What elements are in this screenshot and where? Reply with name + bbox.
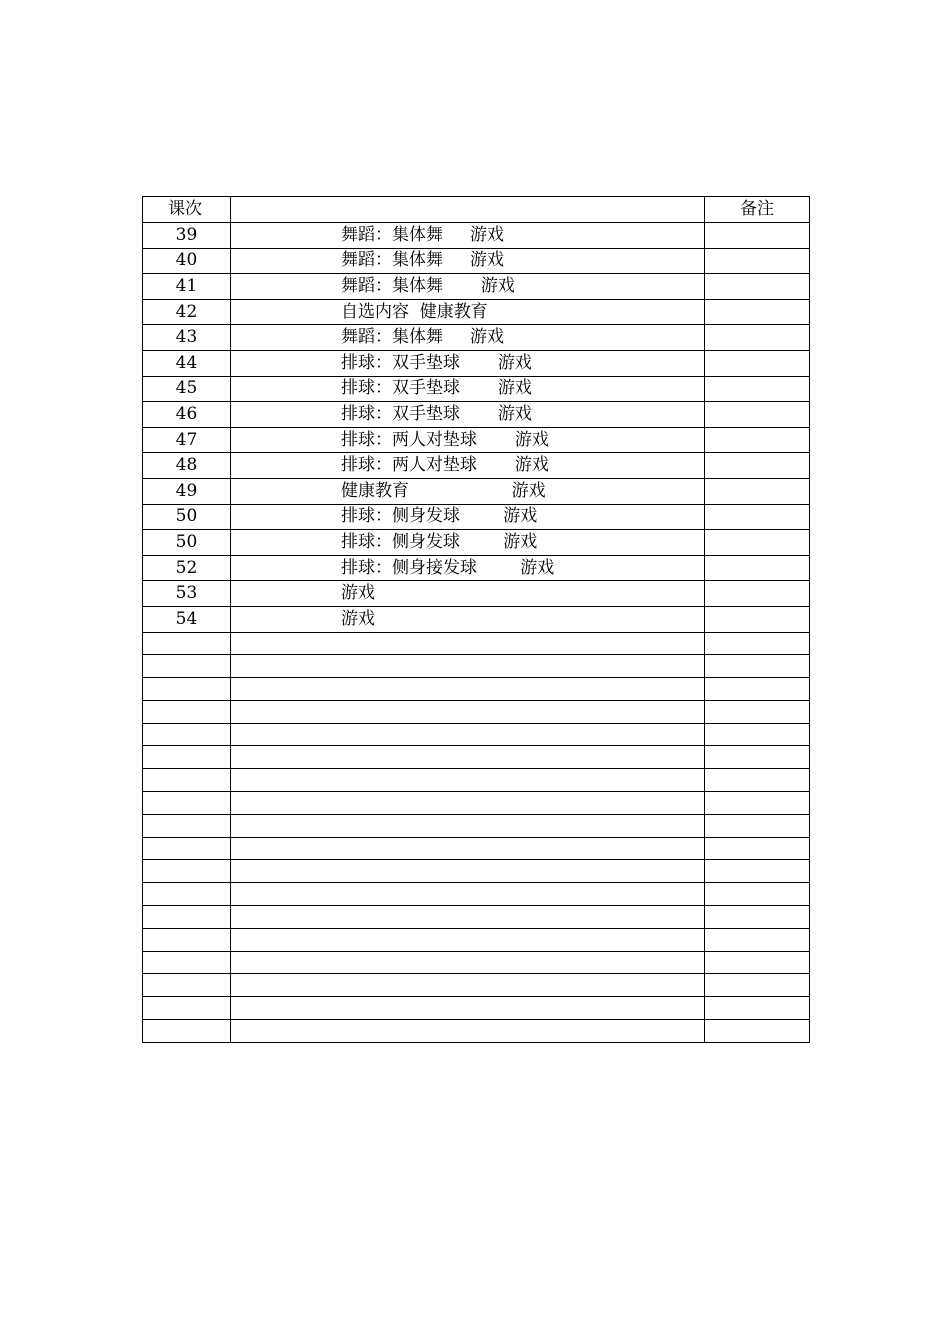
- lesson-number-cell: 46: [143, 402, 231, 428]
- empty-row: [143, 997, 810, 1020]
- note-cell: [705, 453, 810, 479]
- lesson-number-cell: [143, 678, 231, 701]
- lesson-number-cell: 42: [143, 299, 231, 325]
- empty-row: [143, 928, 810, 951]
- table-row: [143, 248, 810, 274]
- note-cell: [705, 997, 810, 1020]
- lesson-number-cell: [143, 1020, 231, 1043]
- table-body: [143, 197, 810, 1043]
- table-row: [143, 581, 810, 607]
- note-cell: [705, 223, 810, 249]
- content-cell: 舞蹈：集体舞 游戏: [231, 223, 705, 249]
- lesson-number-cell: 49: [143, 478, 231, 504]
- note-cell: [705, 248, 810, 274]
- empty-row: [143, 951, 810, 974]
- note-cell: [705, 974, 810, 997]
- lesson-number-cell: [143, 723, 231, 746]
- empty-row: [143, 883, 810, 906]
- note-cell: [705, 350, 810, 376]
- note-cell: [705, 427, 810, 453]
- note-cell: [705, 700, 810, 723]
- content-cell: [231, 883, 705, 906]
- note-cell: [705, 769, 810, 792]
- table-row: [143, 530, 810, 556]
- content-cell: [231, 700, 705, 723]
- lesson-number-cell: [143, 632, 231, 655]
- lesson-number-cell: [143, 837, 231, 860]
- lesson-schedule-table: [142, 196, 810, 1043]
- header-row: [143, 197, 810, 223]
- content-cell: [231, 928, 705, 951]
- note-cell: [705, 951, 810, 974]
- content-cell: [231, 792, 705, 815]
- lesson-number-cell: [143, 655, 231, 678]
- table-row: [143, 427, 810, 453]
- note-cell: [705, 325, 810, 351]
- empty-row: [143, 678, 810, 701]
- note-cell: [705, 746, 810, 769]
- content-cell: 游戏: [231, 606, 705, 632]
- table-row: [143, 325, 810, 351]
- content-cell: 排球：双手垫球 游戏: [231, 350, 705, 376]
- empty-row: [143, 792, 810, 815]
- lesson-number-cell: 54: [143, 606, 231, 632]
- note-cell: [705, 814, 810, 837]
- lesson-number-cell: 40: [143, 248, 231, 274]
- content-cell: [231, 997, 705, 1020]
- lesson-number-cell: 48: [143, 453, 231, 479]
- content-cell: [231, 723, 705, 746]
- lesson-number-cell: 41: [143, 274, 231, 300]
- content-cell: [231, 974, 705, 997]
- content-cell: 健康教育 游戏: [231, 478, 705, 504]
- content-cell: [231, 814, 705, 837]
- content-cell: [231, 678, 705, 701]
- table-row: [143, 402, 810, 428]
- note-cell: [705, 632, 810, 655]
- header-lesson: 课次: [143, 197, 231, 223]
- table-row: [143, 606, 810, 632]
- lesson-number-cell: 50: [143, 530, 231, 556]
- note-cell: [705, 655, 810, 678]
- lesson-number-cell: 53: [143, 581, 231, 607]
- content-cell: [231, 906, 705, 929]
- note-cell: [705, 530, 810, 556]
- note-cell: [705, 504, 810, 530]
- note-cell: [705, 928, 810, 951]
- content-cell: 排球：侧身发球 游戏: [231, 504, 705, 530]
- content-cell: 舞蹈：集体舞 游戏: [231, 274, 705, 300]
- empty-row: [143, 814, 810, 837]
- note-cell: [705, 723, 810, 746]
- table-row: [143, 299, 810, 325]
- note-cell: [705, 606, 810, 632]
- note-cell: [705, 581, 810, 607]
- content-cell: [231, 746, 705, 769]
- table-row: [143, 504, 810, 530]
- content-cell: 排球：侧身发球 游戏: [231, 530, 705, 556]
- content-cell: 排球：两人对垫球 游戏: [231, 427, 705, 453]
- lesson-number-cell: 44: [143, 350, 231, 376]
- lesson-number-cell: [143, 700, 231, 723]
- lesson-number-cell: [143, 906, 231, 929]
- lesson-number-cell: 43: [143, 325, 231, 351]
- content-cell: [231, 837, 705, 860]
- content-cell: 自选内容 健康教育: [231, 299, 705, 325]
- note-cell: [705, 837, 810, 860]
- note-cell: [705, 1020, 810, 1043]
- lesson-number-cell: [143, 997, 231, 1020]
- content-cell: 排球：双手垫球 游戏: [231, 402, 705, 428]
- content-cell: 舞蹈：集体舞 游戏: [231, 325, 705, 351]
- empty-row: [143, 746, 810, 769]
- note-cell: [705, 678, 810, 701]
- lesson-number-cell: 45: [143, 376, 231, 402]
- empty-row: [143, 1020, 810, 1043]
- empty-row: [143, 700, 810, 723]
- table-row: [143, 274, 810, 300]
- content-cell: [231, 655, 705, 678]
- note-cell: [705, 906, 810, 929]
- content-cell: [231, 860, 705, 883]
- note-cell: [705, 555, 810, 581]
- lesson-number-cell: [143, 792, 231, 815]
- empty-row: [143, 632, 810, 655]
- lesson-number-cell: 52: [143, 555, 231, 581]
- lesson-number-cell: [143, 928, 231, 951]
- note-cell: [705, 376, 810, 402]
- empty-row: [143, 860, 810, 883]
- note-cell: [705, 478, 810, 504]
- lesson-number-cell: [143, 814, 231, 837]
- table-row: [143, 555, 810, 581]
- empty-row: [143, 769, 810, 792]
- note-cell: [705, 860, 810, 883]
- content-cell: [231, 951, 705, 974]
- empty-row: [143, 655, 810, 678]
- table-row: [143, 350, 810, 376]
- note-cell: [705, 299, 810, 325]
- content-cell: [231, 769, 705, 792]
- empty-row: [143, 974, 810, 997]
- empty-row: [143, 723, 810, 746]
- lesson-number-cell: 47: [143, 427, 231, 453]
- content-cell: 排球：侧身接发球 游戏: [231, 555, 705, 581]
- content-cell: 舞蹈：集体舞 游戏: [231, 248, 705, 274]
- lesson-number-cell: [143, 769, 231, 792]
- content-cell: 游戏: [231, 581, 705, 607]
- note-cell: [705, 883, 810, 906]
- note-cell: [705, 402, 810, 428]
- content-cell: [231, 632, 705, 655]
- lesson-number-cell: [143, 974, 231, 997]
- header-content: [231, 197, 705, 223]
- table-row: [143, 223, 810, 249]
- lesson-number-cell: 50: [143, 504, 231, 530]
- table-row: [143, 478, 810, 504]
- lesson-number-cell: 39: [143, 223, 231, 249]
- content-cell: 排球：双手垫球 游戏: [231, 376, 705, 402]
- empty-row: [143, 906, 810, 929]
- lesson-number-cell: [143, 860, 231, 883]
- lesson-number-cell: [143, 746, 231, 769]
- lesson-number-cell: [143, 951, 231, 974]
- table-row: [143, 453, 810, 479]
- note-cell: [705, 792, 810, 815]
- header-note: 备注: [705, 197, 810, 223]
- note-cell: [705, 274, 810, 300]
- content-cell: [231, 1020, 705, 1043]
- table-row: [143, 376, 810, 402]
- content-cell: 排球：两人对垫球 游戏: [231, 453, 705, 479]
- lesson-plan-sheet: [142, 196, 809, 1043]
- lesson-number-cell: [143, 883, 231, 906]
- empty-row: [143, 837, 810, 860]
